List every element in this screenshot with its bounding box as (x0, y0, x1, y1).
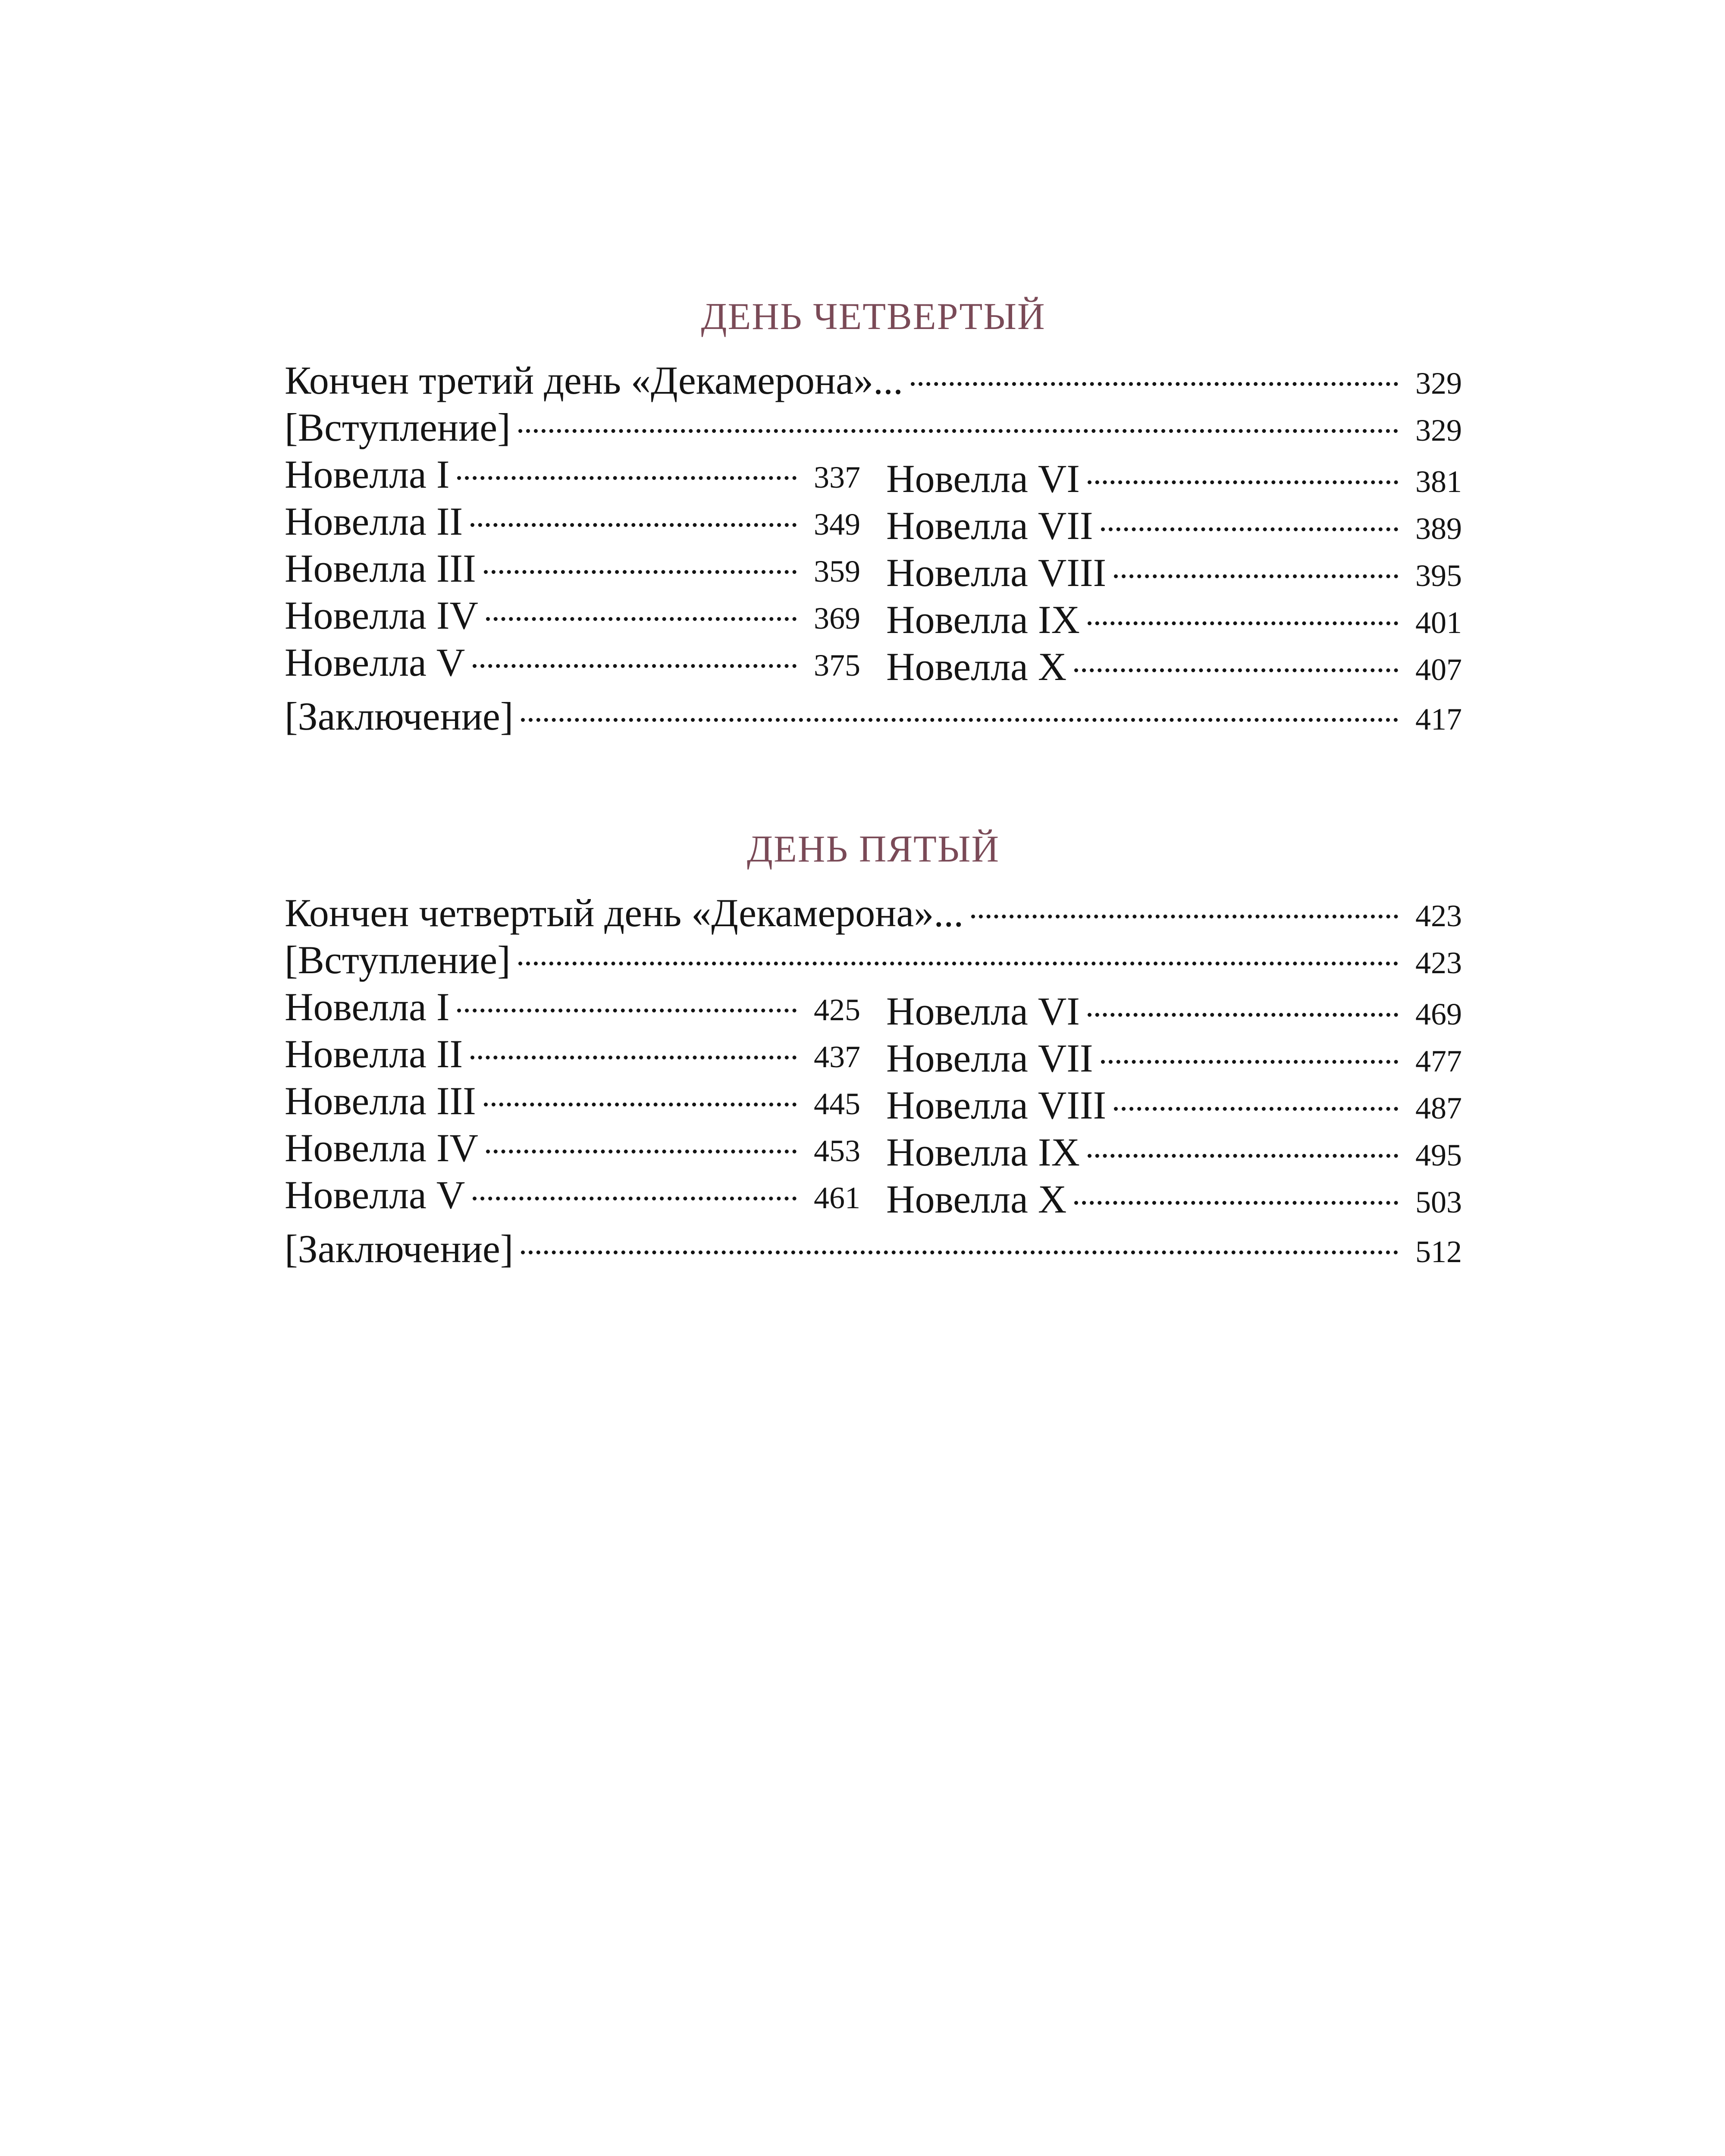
toc-entry[interactable] (285, 347, 1462, 402)
toc-entry-page: 437 (814, 1040, 860, 1074)
section-title: ДЕНЬ ПЯТЫЙ (746, 828, 1000, 870)
toc-entry[interactable] (886, 978, 1462, 1033)
toc-entry-label: [Вступление] (285, 405, 511, 449)
toc-entry-page: 445 (814, 1087, 860, 1121)
toc-entry-page: 389 (1415, 511, 1462, 546)
dot-leader (486, 1114, 797, 1161)
dot-leader (518, 394, 1398, 441)
toc-entry-page: 453 (814, 1134, 860, 1168)
toc-entry-label: Новелла III (285, 1079, 476, 1123)
toc-entry-label: Новелла X (886, 645, 1067, 689)
toc-entry-page: 359 (814, 554, 860, 589)
novella-column-left (285, 973, 860, 1217)
dot-leader (470, 1020, 797, 1067)
dot-leader (484, 1067, 797, 1114)
toc-entry-label: Новелла I (285, 985, 450, 1029)
toc-entry-label: Кончен четвертый день «Декамерона»... (285, 891, 964, 935)
dot-leader (473, 1161, 797, 1208)
toc-entry[interactable] (285, 973, 860, 1029)
toc-entry-page: 337 (814, 460, 860, 495)
toc-entry-label: Новелла VI (886, 989, 1080, 1033)
toc-entry-label: Новелла VIII (886, 551, 1107, 595)
novella-column-right (886, 973, 1462, 1221)
toc-entry-label: Новелла VI (886, 457, 1080, 501)
dot-leader (1074, 633, 1398, 680)
toc-section-day-four (285, 293, 1462, 738)
toc-entry-label: Новелла IV (285, 593, 478, 637)
toc-entry-page: 329 (1415, 366, 1462, 401)
toc-entry[interactable] (285, 683, 1462, 738)
dot-leader (1101, 1025, 1398, 1072)
dot-leader (1114, 539, 1398, 586)
novella-columns (285, 973, 1462, 1221)
toc-entry-label: Новелла III (285, 546, 476, 590)
toc-entry[interactable] (886, 445, 1462, 501)
toc-entry-page: 495 (1415, 1138, 1462, 1172)
toc-entry-page: 512 (1415, 1235, 1462, 1269)
novella-column-right (886, 441, 1462, 689)
toc-entry-page: 503 (1415, 1185, 1462, 1219)
toc-entry-label: Новелла V (285, 640, 465, 684)
toc-entry-label: Новелла VII (886, 504, 1093, 548)
dot-leader (470, 488, 797, 535)
toc-entry-page: 369 (814, 601, 860, 636)
toc-entry-label: Кончен третий день «Декамерона»... (285, 358, 903, 402)
toc-entry-page: 401 (1415, 605, 1462, 640)
dot-leader (1088, 445, 1398, 492)
toc-entry-label: Новелла V (285, 1173, 465, 1217)
toc-entry-label: [Вступление] (285, 938, 511, 982)
toc-entry-page: 417 (1415, 702, 1462, 736)
toc-entry-label: [Заключение] (285, 694, 514, 738)
toc-entry-page: 349 (814, 507, 860, 542)
toc-entry-label: Новелла II (285, 1032, 463, 1076)
novella-column-left (285, 441, 860, 684)
toc-entry-page: 395 (1415, 558, 1462, 593)
toc-entry[interactable] (285, 441, 860, 496)
toc-entry-page: 381 (1415, 464, 1462, 499)
section-title: ДЕНЬ ЧЕТВЕРТЫЙ (701, 296, 1046, 338)
toc-entry[interactable] (285, 1215, 1462, 1271)
dot-leader (1088, 1119, 1398, 1166)
toc-entry-page: 487 (1415, 1091, 1462, 1125)
dot-leader (1088, 586, 1398, 633)
dot-leader (457, 973, 797, 1020)
toc-entry-page: 461 (814, 1181, 860, 1215)
dot-leader (971, 879, 1398, 926)
dot-leader (473, 629, 797, 676)
dot-leader (1101, 492, 1398, 539)
toc-entry-label: Новелла IX (886, 1130, 1080, 1174)
toc-entry-label: Новелла IV (285, 1126, 478, 1170)
dot-leader (1114, 1072, 1398, 1119)
toc-entry-page: 423 (1415, 899, 1462, 933)
dot-leader (911, 347, 1398, 394)
toc-entry-page: 423 (1415, 946, 1462, 980)
dot-leader (521, 683, 1398, 730)
toc-entry-page: 329 (1415, 413, 1462, 448)
toc-entry-page: 407 (1415, 652, 1462, 687)
toc-entry-label: Новелла VII (886, 1036, 1093, 1080)
toc-entry-label: Новелла II (285, 499, 463, 543)
dot-leader (1074, 1166, 1398, 1213)
dot-leader (518, 926, 1398, 973)
dot-leader (1088, 978, 1398, 1025)
toc-section-day-five (285, 826, 1462, 1271)
toc-entry-label: Новелла VIII (886, 1083, 1107, 1127)
dot-leader (484, 535, 797, 582)
dot-leader (521, 1215, 1398, 1262)
dot-leader (486, 582, 797, 629)
novella-columns (285, 441, 1462, 689)
toc-entry-label: Новелла IX (886, 598, 1080, 642)
toc-entry-label: [Заключение] (285, 1227, 514, 1271)
toc-entry-page: 469 (1415, 997, 1462, 1031)
toc-entry-page: 375 (814, 648, 860, 683)
toc-entry-page: 425 (814, 993, 860, 1027)
toc-entry-label: Новелла I (285, 452, 450, 496)
dot-leader (457, 441, 797, 488)
toc-entry-label: Новелла X (886, 1177, 1067, 1221)
toc-entry-page: 477 (1415, 1044, 1462, 1078)
toc-entry[interactable] (285, 879, 1462, 935)
